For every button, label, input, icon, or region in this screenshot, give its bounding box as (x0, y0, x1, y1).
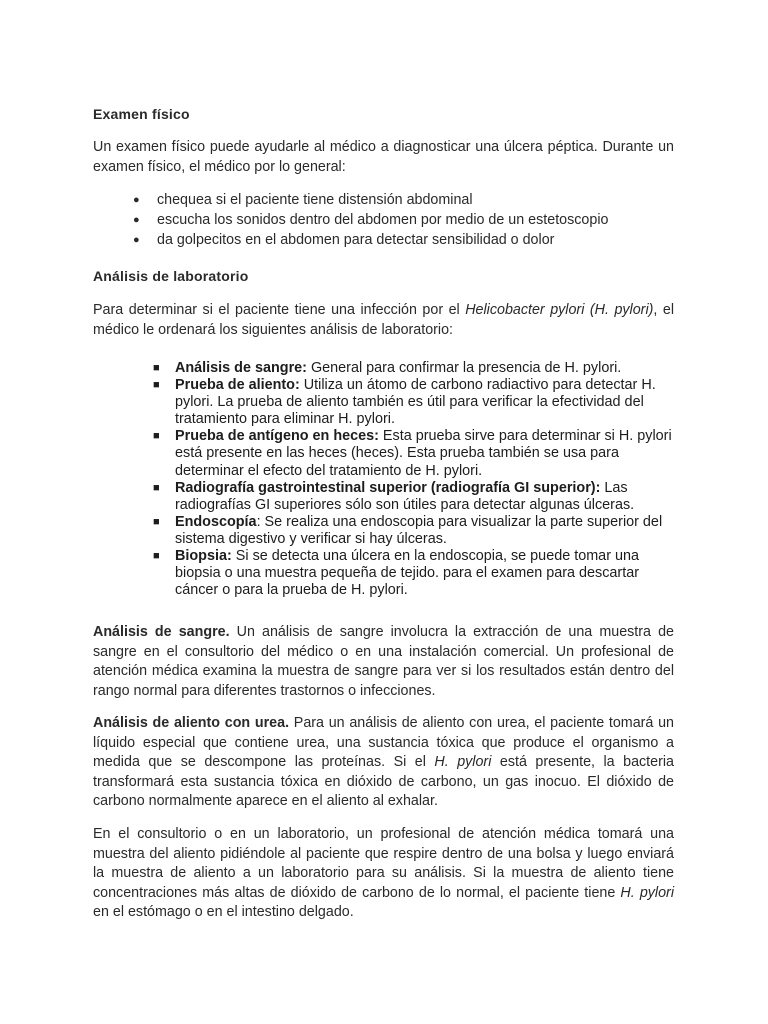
square-bullet-icon: ■ (153, 481, 160, 494)
lab-item-text: Esta prueba sirve para determinar si H. pylori está presente en las heces (heces). Esta prueba también se usa para determinar el efecto del tratamiento de H. pylori. (175, 428, 672, 479)
list-item-text: da golpecitos en el abdomen para detectar sensibilidad o dolor (157, 232, 555, 248)
square-bullet-icon: ■ (153, 515, 160, 528)
list-item-text: chequea si el paciente tiene distensión abdominal (157, 192, 473, 208)
list-item (153, 360, 675, 377)
list-item (153, 514, 675, 548)
bullet-icon: ● (133, 234, 140, 246)
list-item (93, 190, 608, 210)
lab-intro: Para determinar si el paciente tiene una infección por el Helicobacter pylori (H. pylori), el médico le ordenará los siguientes análisis de laboratorio: (93, 302, 675, 338)
list-item (93, 230, 608, 250)
lab-item-text: Las radiografías GI superiores sólo son útiles para detectar algunas úlceras. (175, 479, 635, 513)
square-bullet-icon: ■ (153, 362, 160, 374)
exam-list (93, 190, 608, 250)
list-item-text: escucha los sonidos dentro del abdomen por medio de un estetoscopio (157, 212, 609, 228)
list-item (153, 377, 675, 428)
lab-item-term: Radiografía gastrointestinal superior (radiografía GI superior): (175, 479, 601, 496)
lab-item-term: Biopsia: (175, 548, 232, 565)
list-item (153, 480, 675, 514)
square-bullet-icon: ■ (153, 379, 160, 392)
square-bullet-icon: ■ (153, 550, 160, 563)
breath-test-paragraph: Análisis de aliento con urea. Para un análisis de aliento con urea, el paciente tomará un líquido especial que contiene urea, una sustancia tóxica que produce el organismo a medida que se descompone las proteínas. Si el H. pylori está presente, la bacteria transformará esta sustancia tóxica en dióxido de carbono, un gas inocuo. El dióxido de carbono normalmente aparece en el aliento al exhalar. (93, 715, 674, 810)
lab-item-text: : Se realiza una endoscopia para visualizar la parte superior del sistema digestivo y verificar si hay úlceras. (175, 513, 663, 547)
square-bullet-icon: ■ (153, 430, 160, 443)
list-item (153, 548, 675, 599)
blood-test-term: Análisis de sangre. (93, 624, 230, 640)
bullet-icon: ● (133, 194, 140, 206)
breath-test-term: Análisis de aliento con urea. (93, 715, 290, 731)
lab-item-term: Prueba de antígeno en heces: (175, 428, 379, 445)
lab-heading: Análisis de laboratorio (93, 268, 249, 284)
blood-test-paragraph: Análisis de sangre. Un análisis de sangre involucra la extracción de una muestra de sangre en el consultorio del médico o en una instalación comercial. Un profesional de atención médica examina la muestra de sangre para ver si los resultados están dentro del rango normal para diferentes trastornos o infecciones. (93, 624, 674, 699)
lab-item-term: Análisis de sangre: (175, 360, 307, 376)
office-paragraph: En el consultorio o en un laboratorio, un profesional de atención médica tomará una muestra del aliento pidiéndole al paciente que respire dentro de una bolsa y luego enviará la muestra de aliento a un laboratorio para su análisis. Si la muestra de aliento tiene concentraciones más altas de dióxido de carbono de lo normal, el paciente tiene H. pylori en el estómago o en el intestino delgado. (93, 826, 674, 921)
lab-item-text: General para confirmar la presencia de H. pylori. (306, 360, 622, 376)
exam-heading: Examen físico (93, 106, 190, 122)
lab-item-text: Si se detecta una úlcera en la endoscopia, se puede tomar una biopsia o una muestra pequeña de tejido. para el examen para descartar cáncer o para la prueba de H. pylori. (175, 548, 639, 599)
lab-item-term: Prueba de aliento: (175, 377, 300, 394)
list-item (153, 428, 675, 479)
lab-item-term: Endoscopía (175, 513, 257, 530)
exam-intro: Un examen físico puede ayudarle al médico a diagnosticar una úlcera péptica. Durante un examen físico, el médico por lo general: (93, 139, 674, 175)
lab-test-list (153, 360, 675, 599)
list-item (93, 210, 608, 230)
lab-item-text: Utiliza un átomo de carbono radiactivo para detectar H. pylori. La prueba de aliento también es útil para verificar la efectividad del tratamiento para eliminar H. pylori. (175, 377, 656, 428)
bullet-icon: ● (133, 214, 140, 226)
